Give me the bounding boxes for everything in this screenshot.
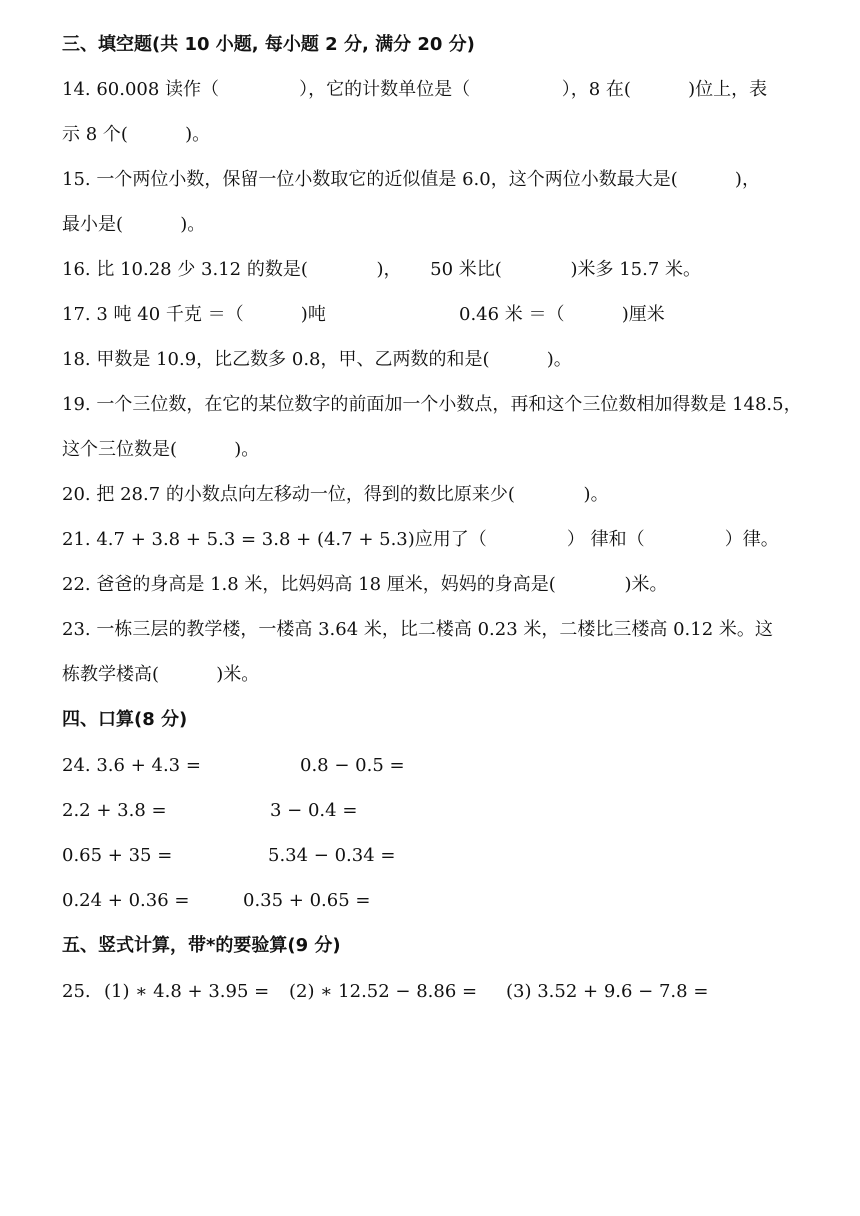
section-4-heading: 四、口算(8 分) [62,709,188,730]
question-17-left: 17. 3 吨 40 千克 ＝（ )吨 [62,304,326,325]
oral-calc-row-2-left: 2.2 + 3.8 = [62,800,167,821]
question-22: 22. 爸爸的身高是 1.8 米，比妈妈高 18 厘米，妈妈的身高是( )米。 [62,574,668,595]
question-19-line-2: 这个三位数是( )。 [62,439,260,460]
question-25-part-1: (1) ∗ 4.8 + 3.95 = [104,981,270,1002]
oral-calc-row-2-right: 3 − 0.4 = [270,800,358,821]
question-14-line-2: 示 8 个( )。 [62,124,211,145]
question-25-part-2: (2) ∗ 12.52 − 8.86 = [289,981,478,1002]
question-17-right: 0.46 米 ＝（ )厘米 [459,304,665,325]
question-15-line-2: 最小是( )。 [62,214,206,235]
question-20: 20. 把 28.7 的小数点向左移动一位，得到的数比原来少( )。 [62,484,609,505]
oral-calc-row-4-left: 0.24 + 0.36 = [62,890,190,911]
oral-calc-row-4-right: 0.35 + 0.65 = [243,890,371,911]
oral-calc-row-3-left: 0.65 + 35 = [62,845,173,866]
question-21: 21. 4.7 + 3.8 + 5.3 = 3.8 + (4.7 + 5.3)应用了（ ） 律和（ ）律。 [62,529,779,550]
question-25-label: 25. [62,981,91,1002]
question-23-line-2: 栋教学楼高( )米。 [62,664,260,685]
question-18: 18. 甲数是 10.9，比乙数多 0.8，甲、乙两数的和是( )。 [62,349,572,370]
question-25-part-3: (3) 3.52 + 9.6 − 7.8 = [506,981,709,1002]
question-15-line-1: 15. 一个两位小数，保留一位小数取它的近似值是 6.0，这个两位小数最大是( )， [62,169,760,190]
oral-calc-row-1-right: 0.8 − 0.5 = [300,755,405,776]
section-3-heading: 三、填空题(共 10 小题, 每小题 2 分, 满分 20 分) [62,34,475,55]
question-19-line-1: 19. 一个三位数，在它的某位数字的前面加一个小数点，再和这个三位数相加得数是 148.5， [62,394,802,415]
question-14-line-1: 14. 60.008 读作（ ），它的计数单位是（ ），8 在( )位上，表 [62,79,768,100]
oral-calc-row-1-left: 24. 3.6 + 4.3 = [62,755,201,776]
question-16: 16. 比 10.28 少 3.12 的数是( )， 50 米比( )米多 15.7 米。 [62,259,702,280]
question-23-line-1: 23. 一栋三层的教学楼，一楼高 3.64 米，比二楼高 0.23 米，二楼比三楼高 0.12 米。这 [62,619,773,640]
section-5-heading: 五、竖式计算，带*的要验算(9 分) [62,935,341,956]
oral-calc-row-3-right: 5.34 − 0.34 = [268,845,396,866]
